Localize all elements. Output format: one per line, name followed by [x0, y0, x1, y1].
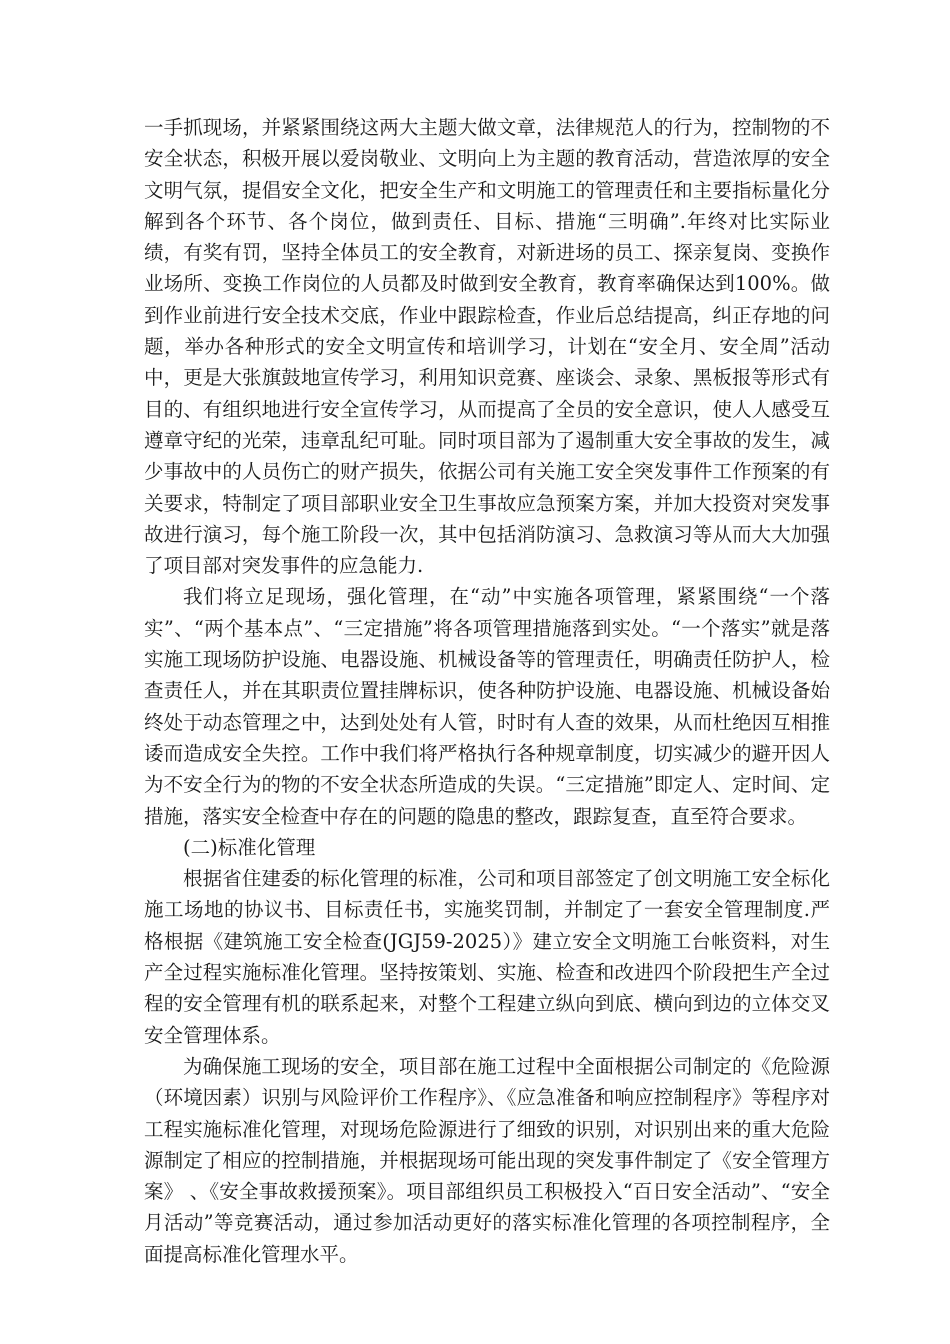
paragraph-on-site-management: 我们将立足现场，强化管理，在“动”中实施各项管理，紧紧围绕“一个落实”、“两个基本点”、“三定措施”将各项管理措施落到实处。“一个落实”就是落实施工现场防护设施、电器设施、机械设备等的管理责任，明确责任防护人，检查责任人，并在其职责位置挂牌标识，使各种防护设施、电器设施、机械设备始终处于动态管理之中，达到处处有人管，时时有人查的效果，从而杜绝因互相推诿而造成安全失控。工作中我们将严格执行各种规章制度，切实减少的避开因人为不安全行为的物的不安全状态所造成的失误。“三定措施”即定人、定时间、定措施，落实安全检查中存在的问题的隐患的整改，跟踪复查，直至符合要求。 — [144, 585, 830, 828]
paragraph-hazard-identification: 为确保施工现场的安全，项目部在施工过程中全面根据公司制定的《危险源（环境因素）识别与风险评价工作程序》、《应急准备和响应控制程序》等程序对工程实施标准化管理，对现场危险源进行了细致的识别，对识别出来的重大危险源制定了相应的控制措施，并根据现场可能出现的突发事件制定了《安全管理方案》 、《安全事故救援预案》。项目部组织员工积极投入“百日安全活动”、“安全月活动”等竞赛活动，通过参加活动更好的落实标准化管理的各项控制程序，全面提高标准化管理水平。 — [144, 1054, 830, 1266]
paragraph-safety-culture: 一手抓现场，并紧紧围绕这两大主题大做文章，法律规范人的行为，控制物的不安全状态，积极开展以爱岗敬业、文明向上为主题的教育活动，营造浓厚的安全文明气氛，提倡安全文化，把安全生产和文明施工的管理责任和主要指标量化分解到各个环节、各个岗位，做到责任、目标、措施“三明确”.年终对比实际业绩，有奖有罚，坚持全体员工的安全教育，对新进场的员工、探亲复岗、变换作业场所、变换工作岗位的人员都及时做到安全教育，教育率确保达到100%。做到作业前进行安全技术交底，作业中跟踪检查，作业后总结提高，纠正存地的问题，举办各种形式的安全文明宣传和培训学习，计划在“安全月、安全周”活动中，更是大张旗鼓地宣传学习，利用知识竞赛、座谈会、录象、黑板报等形式有目的、有组织地进行安全宣传学习，从而提高了全员的安全意识，使人人感受互遵章守纪的光荣，违章乱纪可耻。同时项目部为了遏制重大安全事故的发生，减少事故中的人员伤亡的财产损失，依据公司有关施工安全突发事件工作预案的有关要求，特制定了项目部职业安全卫生事故应急预案方案，并加大投资对突发事故进行演习，每个施工阶段一次，其中包括消防演习、急救演习等从而大大加强了项目部对突发事件的应急能力. — [144, 116, 830, 578]
document-body — [144, 112, 830, 1270]
paragraph-standardization-agreement: 根据省住建委的标化管理的标准，公司和项目部签定了创文明施工安全标化施工场地的协议书、目标责任书，实施奖罚制，并制定了一套安全管理制度.严格根据《建筑施工安全检查(JGJ59-2025）》建立安全文明施工台帐资料，对生产全过程实施标准化管理。坚持按策划、实施、检查和改进四个阶段把生产全过程的安全管理有机的联系起来，对整个工程建立纵向到底、横向到边的立体交叉安全管理体系。 — [144, 867, 830, 1047]
section-heading-standardization: (二)标准化管理 — [183, 835, 316, 859]
